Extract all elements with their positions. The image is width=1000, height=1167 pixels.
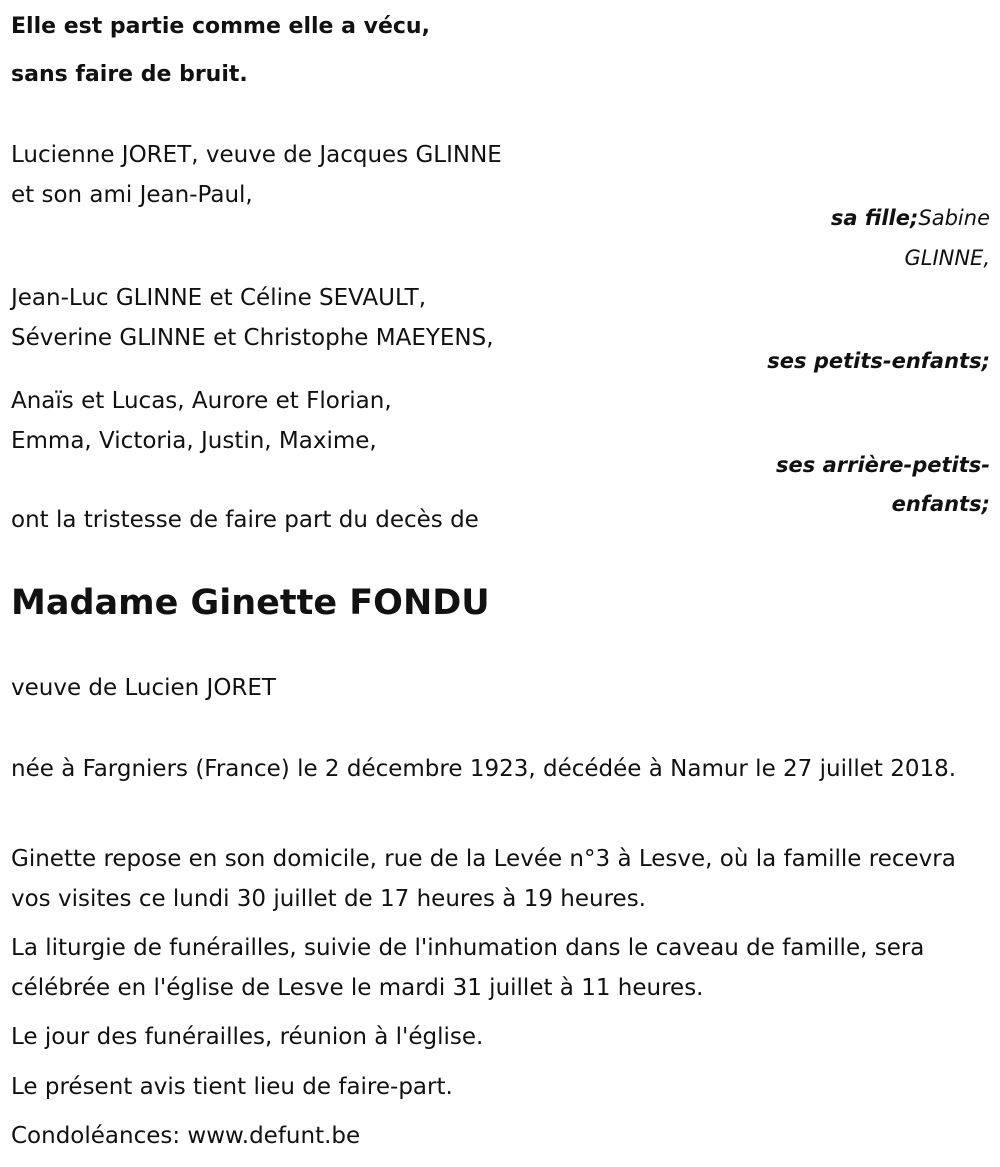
epigraph-line-1: Elle est partie comme elle a vécu, bbox=[11, 14, 430, 39]
daughter-relation bbox=[831, 198, 990, 238]
daughter-name-part-1: Sabine bbox=[918, 206, 990, 230]
notice-paragraph: Le présent avis tient lieu de faire-part. bbox=[11, 1074, 453, 1100]
great-grandchildren-label-line-1: ses arrière-petits- bbox=[776, 453, 990, 477]
great-grandchildren-line-2: Emma, Victoria, Justin, Maxime, bbox=[11, 428, 377, 454]
daughter-line-1: Lucienne JORET, veuve de Jacques GLINNE bbox=[11, 142, 502, 168]
rest-paragraph: Ginette repose en son domicile, rue de la Levée n°3 à Lesve, où la famille recevra vos visites ce lundi 30 juillet de 17 heures à 19 heures. bbox=[11, 846, 956, 912]
meeting-paragraph: Le jour des funérailles, réunion à l'église. bbox=[11, 1024, 484, 1050]
daughter-name-part-2: GLINNE, bbox=[904, 246, 990, 270]
grandchildren-line-2: Séverine GLINNE et Christophe MAEYENS, bbox=[11, 325, 494, 351]
condolences-paragraph: Condoléances: www.defunt.be bbox=[11, 1123, 361, 1149]
daughter-line-2: et son ami Jean-Paul, bbox=[11, 182, 253, 208]
liturgy-paragraph: La liturgie de funérailles, suivie de l'inhumation dans le caveau de famille, sera célébrée en l'église de Lesve le mardi 31 juillet à 11 heures. bbox=[11, 935, 925, 1001]
announcement-text: ont la tristesse de faire part du decès de bbox=[11, 507, 479, 533]
birth-death-paragraph: née à Fargniers (France) le 2 décembre 1923, décédée à Namur le 27 juillet 2018. bbox=[11, 756, 957, 782]
daughter-label: sa fille; bbox=[830, 206, 919, 230]
epigraph-line-2: sans faire de bruit. bbox=[11, 62, 248, 87]
great-grandchildren-line-1: Anaïs et Lucas, Aurore et Florian, bbox=[11, 388, 392, 414]
grandchildren-label: ses petits-enfants; bbox=[767, 349, 990, 373]
deceased-name: Madame Ginette FONDU bbox=[11, 583, 490, 623]
great-grandchildren-label-line-2: enfants; bbox=[891, 492, 990, 516]
grandchildren-line-1: Jean-Luc GLINNE et Céline SEVAULT, bbox=[11, 285, 426, 311]
widow-of: veuve de Lucien JORET bbox=[11, 675, 276, 701]
